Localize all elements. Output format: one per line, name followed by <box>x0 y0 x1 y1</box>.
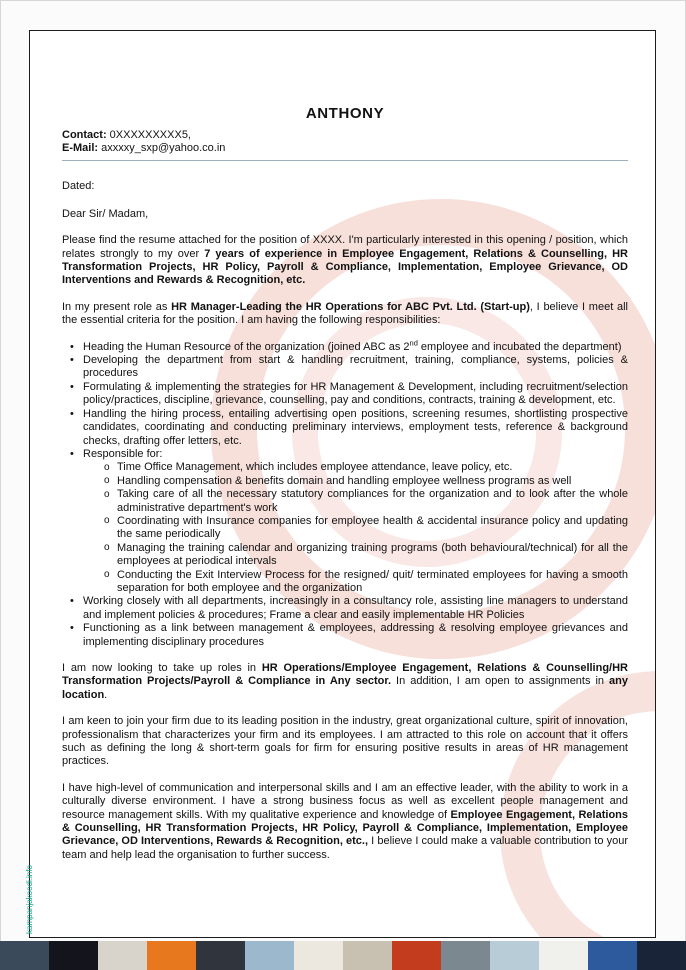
letter-sheet <box>29 30 656 938</box>
text-segment: I am keen to join your firm due to its leading position in the industry, great organizational culture, spirit of innovation, professionalism that characterizes your firm and its employees. I am attracted to this role on account that it offers such as defining the long & short-term goals for firm for ensuring positive results in areas of HR management practices. <box>62 715 628 768</box>
list-item: • Working closely with all departments, increasingly in a consultancy role, assisting line managers to understand and implement policies & procedures; Frame a clear and easily implementable HR Policies <box>68 595 628 622</box>
strip-thumbnail <box>441 941 490 970</box>
sub-list-item: o Handling compensation & benefits domain and handling employee wellness programs as well <box>103 475 628 488</box>
dated-line: Dated: <box>62 180 95 193</box>
roles-sought-paragraph <box>62 662 628 702</box>
text-segment: , I believe I meet all the essential criteria for the position. I am having the following responsibilities: <box>62 300 628 327</box>
text-segment: Please find the resume attached for the position of XXXX. I'm particularly interested in this opening / position, which relates strongly to my over <box>62 234 628 260</box>
strip-thumbnail <box>588 941 637 970</box>
sub-list-item: o Taking care of all the necessary statutory compliances for the organization and to look after the whole administrative department's work <box>103 488 628 515</box>
list-item: • Formulating & implementing the strategies for HR Management & Development, including recruitment/selection policy/practices, discipline, grievance, counselling, pay and conditions, contracts, training & development, etc. <box>68 381 628 408</box>
strip-thumbnail <box>490 941 539 970</box>
text-segment: Responsible for: <box>83 447 163 460</box>
strip-thumbnail <box>196 941 245 970</box>
salutation: Dear Sir/ Madam, <box>62 207 149 220</box>
text-segment-bold: HR Operations/Employee Engagement, Relations & Counselling/HR Transformation Projects/Payroll & Compliance in Any sector. <box>62 662 628 688</box>
text-segment: . <box>104 688 108 701</box>
strip-thumbnail <box>294 941 343 970</box>
intro-paragraph <box>62 234 628 288</box>
text-segment-bold: any location <box>62 675 628 701</box>
responsible-for-sublist <box>103 461 628 595</box>
email-value: axxxxy_sxp@yahoo.co.in <box>98 142 226 155</box>
sub-list-item: o Coordinating with Insurance companies for employee health & accidental insurance policy and updating the same periodically <box>103 515 628 542</box>
strip-thumbnail <box>245 941 294 970</box>
text-segment: employee and incubated the department) <box>417 340 622 353</box>
superscript-text: nd <box>409 338 418 347</box>
thumbnail-strip <box>0 941 686 970</box>
sub-list-item: o Conducting the Exit Interview Process for the resigned/ quit/ terminated employees for having a smooth separation for both employee and the organization <box>103 569 628 596</box>
motivation-paragraph <box>62 715 628 769</box>
email-label: E-Mail: <box>62 142 99 155</box>
strip-thumbnail <box>98 941 147 970</box>
text-segment: In addition, I am open to assignments in <box>391 675 610 688</box>
text-segment: I have high-level of communication and interpersonal skills and I am an effective leader, with the ability to work in a culturally diverse environment. I have a strong business focus as well as excellent people management and resource management skills. With my qualitative experience and knowledge of <box>62 781 628 821</box>
list-item: • Handling the hiring process, entailing advertising open positions, screening resumes, shortlisting prospective candidates, coordinating and conducting preliminary interviews, employment tests, reference & background checks, drafting offer letters, etc. <box>68 408 628 448</box>
strip-thumbnail <box>0 941 49 970</box>
strip-thumbnail <box>392 941 441 970</box>
responsibilities-list <box>68 338 628 649</box>
letter-author-name: ANTHONY <box>305 105 385 122</box>
sub-list-item: o Managing the training calendar and organizing training programs (both behavioural/technical) for all the employees at periodical intervals <box>103 542 628 569</box>
email-line <box>62 142 628 155</box>
strip-thumbnail <box>637 941 686 970</box>
text-segment: In my present role as <box>62 300 172 313</box>
strip-thumbnail <box>539 941 588 970</box>
letter-content <box>62 107 628 862</box>
text-segment-bold: Employee Engagement, Relations & Counselling, HR Transformation Projects, HR Policy, Payroll & Compliance, Implementation, Employee Grievance, OD Interventions, Rewards & Recognition, etc., <box>62 808 628 848</box>
strip-thumbnail <box>49 941 98 970</box>
contact-value: 0XXXXXXXXX5, <box>106 129 191 142</box>
list-item <box>68 338 628 354</box>
text-segment-bold: 7 years of experience in Employee Engagement, Relations & Counselling, HR Transformation Projects, HR Policy, Payroll & Compliance, Implementation, Employee Grievance, OD Interventions and Rewards & Recognition, etc. <box>62 247 628 287</box>
text-segment: I believe I could make a valuable contribution to your team and help lead the organisation to further success. <box>62 835 628 861</box>
site-credit-watermark: kampanjakoodi.info <box>25 865 34 934</box>
list-item <box>68 448 628 595</box>
text-segment-bold: HR Manager-Leading the HR Operations for ABC Pvt. Ltd. (Start-up) <box>171 300 530 313</box>
skills-paragraph <box>62 782 628 862</box>
current-role-paragraph <box>62 301 628 328</box>
list-item: • Developing the department from start & handling recruitment, training, compliance, systems, policies & procedures <box>68 354 628 381</box>
strip-thumbnail <box>343 941 392 970</box>
list-item: • Functioning as a link between management & employees, addressing & resolving employee grievances and implementing disciplinary procedures <box>68 622 628 649</box>
sub-list-item: o Time Office Management, which includes employee attendance, leave policy, etc. <box>103 461 628 474</box>
contact-line <box>62 129 628 142</box>
contact-label: Contact: <box>62 129 107 142</box>
header-divider <box>62 160 628 161</box>
text-segment: I am now looking to take up roles in <box>62 662 262 674</box>
strip-thumbnail <box>147 941 196 970</box>
text-segment: Heading the Human Resource of the organization (joined ABC as 2 <box>83 340 410 353</box>
